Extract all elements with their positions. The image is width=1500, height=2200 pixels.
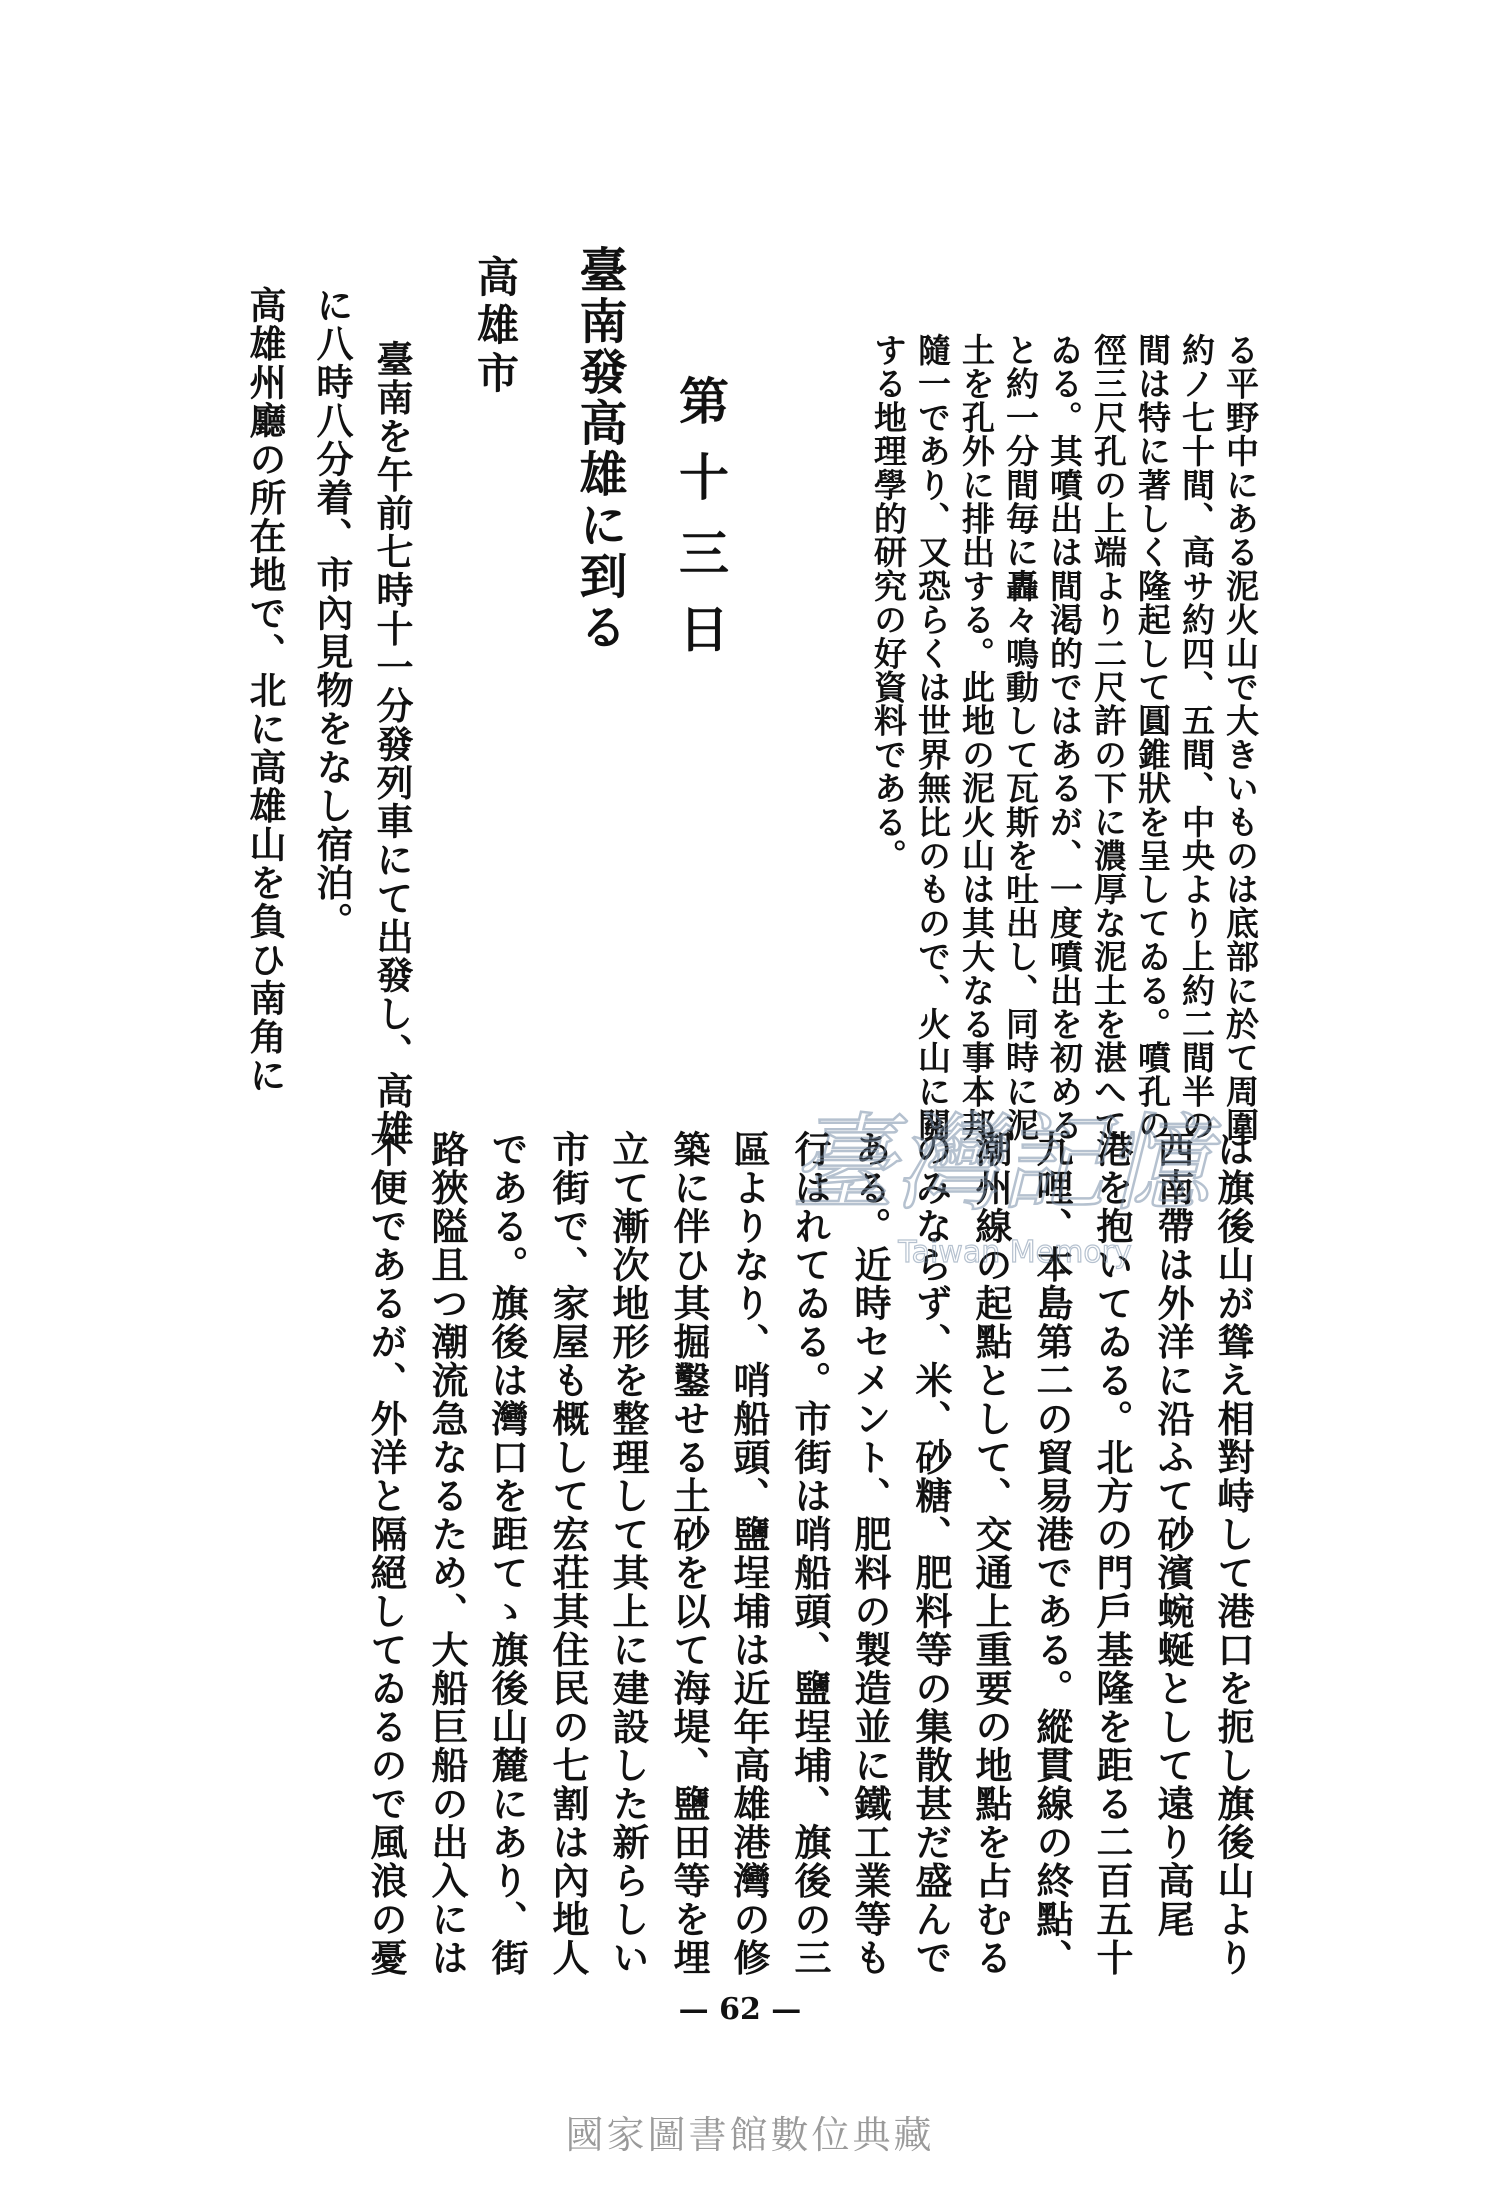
watermark-title: 臺灣記憶 [789,1103,1211,1225]
left-upper-column-2: に八時八分着、市內見物をなし宿泊。 [310,286,354,941]
lower-column-13: である。旗後は灣口を距てゝ旗後山麓にあり、街 [485,1130,529,1977]
lower-column-15: 不便であるが、外洋と隔絕してゐるので風浪の憂 [364,1130,408,1977]
lower-column-14: 路狹隘且つ潮流急なるため、大船巨船の出入には [425,1130,469,1977]
lower-column-6: のみならず、米、砂糖、肥料等の集散甚だ盛んで [909,1130,953,1977]
upper-column-5: ゐる。其噴出は間渇的ではあるが、一度噴出を初める [1045,333,1084,1142]
upper-column-4: 徑三尺孔の上端より二尺許の下に濃厚な泥土を湛へて [1089,333,1128,1142]
lower-column-1: は旗後山が聳え相對峙して港口を扼し旗後山より [1211,1130,1255,1977]
lower-column-3: 港を抱いてゐる。北方の門戶基隆を距る二百五十 [1090,1130,1134,1977]
upper-column-8: 隨一であり、又恐らくは世界無比のもので、火山に關 [913,333,952,1142]
lower-column-7: ある。近時セメント、肥料の製造並に鐵工業等も [848,1130,892,1977]
upper-column-3: 間は特に著しく隆起して圓錐狀を呈してゐる。噴孔の [1133,333,1172,1142]
section-heading: 臺南發高雄に到る [571,245,627,653]
lower-column-12: 市街で、家屋も概して宏荘其住民の七割は內地人 [546,1130,590,1977]
watermark-subtitle: Taiwan Memory [898,1235,1132,1270]
lower-column-5: 潮州線の起點として、交通上重要の地點を占むる [969,1130,1013,1977]
lower-column-8: 行はれてゐる。市街は哨船頭、鹽埕埔、旗後の三 [788,1130,832,1977]
upper-column-6: と約一分間毎に轟々鳴動して瓦斯を吐出し、同時に泥 [1001,333,1040,1142]
upper-column-2: 約ノ七十間、高サ約四、五間、中央より上約二間半の [1177,333,1216,1142]
left-upper-column-3: 高雄州廳の所在地で、北に高雄山を負ひ南角に [243,286,287,1095]
lower-column-2: 西南帶は外洋に沿ふて砂濱蜿蜒として遠り高尾 [1151,1130,1195,1939]
lower-column-9: 區よりなり、哨船頭、鹽埕埔は近年高雄港灣の修 [727,1130,771,1977]
upper-column-1: る平野中にある泥火山で大きいものは底部に於て周圍 [1221,333,1260,1142]
left-upper-column-1: 臺南を午前七時十一分發列車にて出發し、高雄 [370,340,414,1149]
page-number: — 62 — [678,1992,802,2027]
lower-column-11: 立て漸次地形を整理して其上に建設した新らしい [606,1130,650,1977]
lower-column-10: 築に伴ひ其掘鑿せる土砂を以て海堤、鹽田等を埋 [667,1130,711,1977]
sub-heading: 高雄市 [471,255,520,399]
taiwan-memory-watermark [760,1090,1240,1290]
upper-column-9: する地理學的研究の好資料である。 [869,333,908,873]
lower-column-4: 九哩、本島第二の貿易港である。縱貫線の終點、 [1030,1130,1074,1977]
upper-column-7: 土を孔外に排出する。此地の泥火山は其大なる事本邦 [957,333,996,1142]
footer-credit: 國家圖書館數位典藏 [565,2113,935,2157]
day-heading: 第十三日 [671,375,730,679]
